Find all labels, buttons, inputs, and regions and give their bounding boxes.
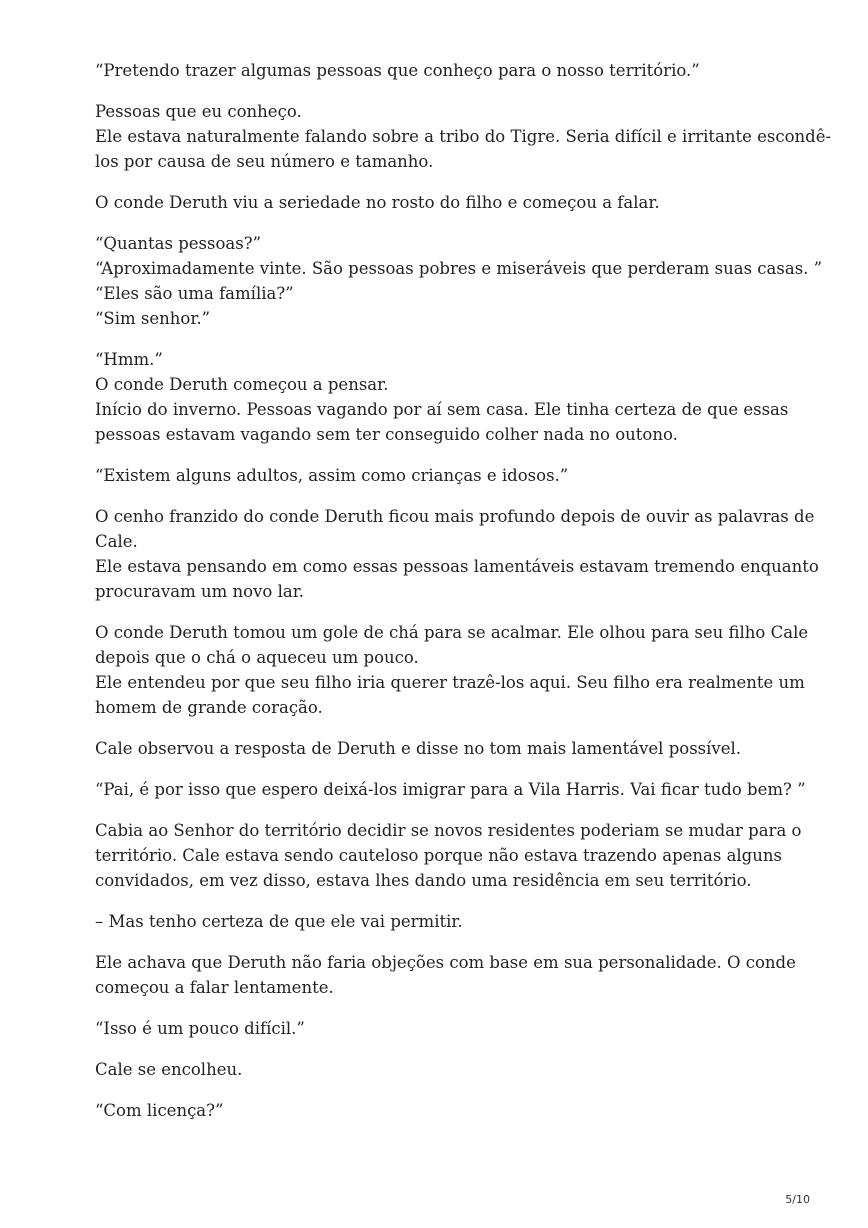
text-line: convidados, em vez disso, estava lhes dando uma residência em seu território. <box>95 871 752 890</box>
text-line: los por causa de seu número e tamanho. <box>95 152 434 171</box>
text-line: procuravam um novo lar. <box>95 582 305 601</box>
text-line: homem de grande coração. <box>95 698 323 717</box>
paragraph <box>95 1098 785 1123</box>
text-line: “Pretendo trazer algumas pessoas que conheço para o nosso território.” <box>95 61 700 80</box>
text-line: Ele achava que Deruth não faria objeções com base em sua personalidade. O conde <box>95 953 796 972</box>
text-line: “Hmm.” <box>95 350 163 369</box>
text-line: O conde Deruth viu a seriedade no rosto do filho e começou a falar. <box>95 193 660 212</box>
paragraph <box>95 1057 785 1082</box>
text-line: “Quantas pessoas?” <box>95 234 262 253</box>
text-line: “Pai, é por isso que espero deixá-los imigrar para a Vila Harris. Vai ficar tudo bem? ” <box>95 780 806 799</box>
text-line: “Isso é um pouco difícil.” <box>95 1019 305 1038</box>
text-line: Início do inverno. Pessoas vagando por aí sem casa. Ele tinha certeza de que essas <box>95 400 789 419</box>
paragraph <box>95 909 785 934</box>
text-line: “Aproximadamente vinte. São pessoas pobres e miseráveis que perderam suas casas. ” <box>95 259 823 278</box>
text-line: território. Cale estava sendo cauteloso porque não estava trazendo apenas alguns <box>95 846 782 865</box>
text-line: pessoas estavam vagando sem ter conseguido colher nada no outono. <box>95 425 678 444</box>
paragraph <box>95 1016 785 1041</box>
text-line: “Eles são uma família?” <box>95 284 294 303</box>
text-line: Ele estava pensando em como essas pessoas lamentáveis estavam tremendo enquanto <box>95 557 819 576</box>
text-line: – Mas tenho certeza de que ele vai permitir. <box>95 912 463 931</box>
text-line: começou a falar lentamente. <box>95 978 334 997</box>
text-line: Ele estava naturalmente falando sobre a tribo do Tigre. Seria difícil e irritante escondê- <box>95 127 832 146</box>
document-page <box>95 58 832 1139</box>
paragraph <box>95 231 823 331</box>
paragraph <box>95 504 819 604</box>
text-line: Cale. <box>95 532 138 551</box>
text-line: “Sim senhor.” <box>95 309 211 328</box>
text-line: Ele entendeu por que seu filho iria querer trazê-los aqui. Seu filho era realmente um <box>95 673 805 692</box>
paragraph <box>95 736 785 761</box>
text-line: depois que o chá o aqueceu um pouco. <box>95 648 419 667</box>
paragraph <box>95 777 806 802</box>
page-number: 5/10 <box>785 1193 810 1206</box>
paragraph <box>95 99 832 174</box>
paragraph <box>95 818 802 893</box>
text-line: O conde Deruth começou a pensar. <box>95 375 389 394</box>
text-line: Cale se encolheu. <box>95 1060 243 1079</box>
text-line: Cale observou a resposta de Deruth e disse no tom mais lamentável possível. <box>95 739 742 758</box>
paragraph <box>95 58 785 83</box>
paragraph <box>95 620 809 720</box>
text-line: “Existem alguns adultos, assim como crianças e idosos.” <box>95 466 569 485</box>
text-line: Pessoas que eu conheço. <box>95 102 302 121</box>
text-line: O cenho franzido do conde Deruth ficou mais profundo depois de ouvir as palavras de <box>95 507 815 526</box>
text-line: “Com licença?” <box>95 1101 224 1120</box>
paragraph <box>95 950 796 1000</box>
paragraph <box>95 463 785 488</box>
text-line: O conde Deruth tomou um gole de chá para se acalmar. Ele olhou para seu filho Cale <box>95 623 809 642</box>
text-line: Cabia ao Senhor do território decidir se novos residentes poderiam se mudar para o <box>95 821 802 840</box>
paragraph <box>95 347 789 447</box>
paragraph <box>95 190 785 215</box>
